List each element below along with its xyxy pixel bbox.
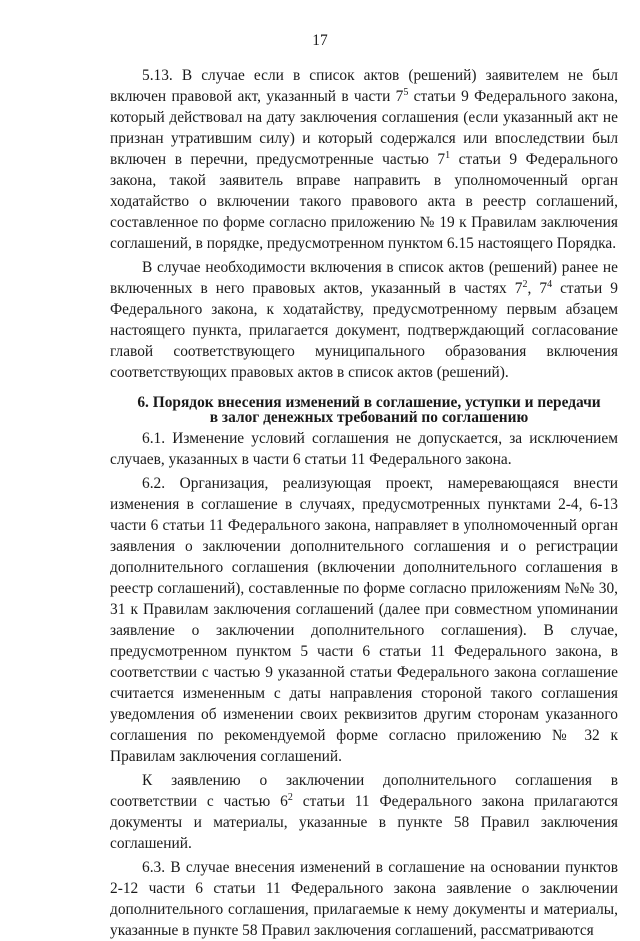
superscript: 2 <box>522 279 528 290</box>
page-number: 17 <box>312 32 328 49</box>
paragraph-text: статьи 11 Федерального закона прилагаются документы и материалы, указанные в пункте 58 Правил заключения соглашений. <box>110 793 618 852</box>
superscript: 2 <box>287 792 293 803</box>
section-heading-line: в залог денежных требований по соглашению <box>209 409 529 426</box>
paragraph-6-3: 6.3. В случае внесения изменений в соглашение на основании пунктов 2-12 части 6 статьи 11 Федерального закона заявление о заключении дополнительного соглашения, прилагаемые к нему документы и материалы, указанные в пункте 58 Правил заключения соглашений, рассматриваются <box>110 859 618 939</box>
paragraph-text: В случае необходимости включения в список актов (решений) ранее не включенных в него правовых актов, указанный в частях 7 <box>110 259 618 297</box>
superscript: 5 <box>403 87 409 98</box>
section-heading <box>110 395 618 425</box>
paragraph-6-2: 6.2. Организация, реализующая проект, намеревающаяся внести изменения в соглашение в случаях, предусмотренных пунктами 2-4, 6-13 части 6 статьи 11 Федерального закона, направляет в уполномоченный орган заявления о заключении дополнительного соглашения и о регистрации дополнительного соглашения (включении дополнительного соглашения в реестр соглашений), составленные по форме согласно приложениям №№ 30, 31 к Правилам заключения соглашений (далее при совместном упоминании заявление о заключении дополнительного соглашения). В случае, предусмотренном пунктом 5 части 6 статьи 11 Федерального закона, в соответствии с частью 9 указанной статьи Федерального закона соглашение считается измененным с даты направления стороной такого соглашения уведомления об изменении своих реквизитов другим сторонам указанного соглашения по рекомендуемой форме согласно приложению № 32 к Правилам заключения соглашений. <box>110 475 618 765</box>
paragraph-5-13-continued <box>110 257 618 383</box>
paragraph-text: статьи 9 Федерального закона, такой заявитель вправе направить в уполномоченный орган ходатайство о включении такого правового акта в реестр соглашений, составленное по форме согласно приложению № 19 к Правилам заключения соглашений, в порядке, предусмотренном пунктом 6.15 настоящего Порядка. <box>110 151 619 252</box>
paragraph-6-1: 6.1. Изменение условий соглашения не допускается, за исключением случаев, указанных в части 6 статьи 11 Федерального закона. <box>110 430 618 468</box>
superscript: 4 <box>547 279 553 290</box>
paragraph-text: К заявлению о заключении дополнительного соглашения в соответствии с частью 6 <box>110 772 618 810</box>
superscript: 1 <box>445 150 451 161</box>
paragraph-text: 5.13. В случае если в список актов (решений) заявителем не был включен правовой акт, указанный в части 7 <box>110 67 618 105</box>
paragraph-text: статьи 9 Федерального закона, который действовал на дату заключения соглашения (если указанный акт не признан утратившим силу) и который содержался или впоследствии был включен в перечни, предусмотренные частью 7 <box>110 88 618 168</box>
paragraph-text: статьи 9 Федерального закона, к ходатайству, предусмотренному первым абзацем настоящего пункта, прилагается документ, подтверждающий согласование главой соответствующего муниципального образования включения соответствующих правовых актов в список актов (решений). <box>110 280 618 381</box>
paragraph-6-2-attachments <box>110 770 618 854</box>
paragraph-text: , 7 <box>527 280 548 297</box>
paragraph-5-13 <box>110 65 618 254</box>
section-heading-line: 6. Порядок внесения изменений в соглашение, уступки и передачи <box>137 394 601 411</box>
